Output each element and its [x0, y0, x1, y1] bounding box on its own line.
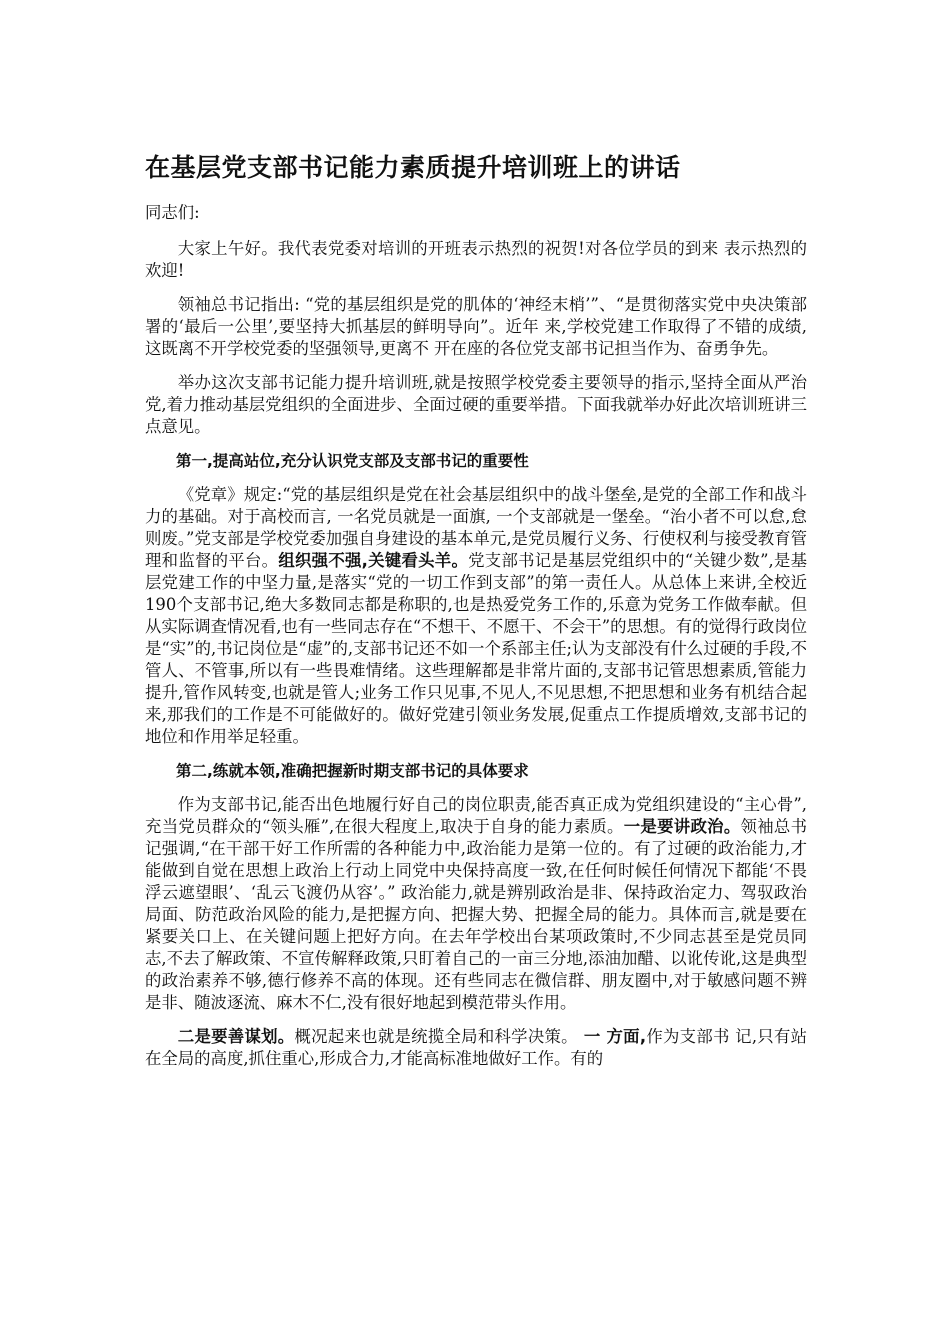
paragraph-5-bold: 一是要讲政治。	[623, 817, 741, 836]
paragraph-6-text-a: 概况起来也就是统揽全局和科学决策。	[294, 1027, 578, 1046]
paragraph-5-text-a: 作为支部书记,能否出色地履行好自己的岗位职责,能否真正成为党组织建设的“主心骨”,充当党员群众的“领头雁”,在很大程度上,取决于自身的能力素质。	[145, 795, 807, 836]
paragraph-6-bold: 二是要善谋划。	[177, 1027, 295, 1046]
paragraph-6-bold-2: 一 方面,	[577, 1027, 647, 1046]
paragraph-4-text-a: 《党章》规定:“党的基层组织是党在社会基层组织中的战斗堡垒,是党的全部工作和战斗力的基础。对于高校而言, 一名党员就是一面旗, 一个支部就是一堡垒。“治小者不可以怠,怠则废。”党支部是学校党委加强自身建设的基本单元,是党员履行义务、行使权利与接受教育管理和监督的平台。	[145, 485, 807, 570]
document-title: 在基层党支部书记能力素质提升培训班上的讲话	[145, 153, 681, 182]
paragraph-4	[145, 484, 807, 748]
paragraph-5-text-b: 领袖总书记强调,“在干部干好工作所需的各种能力中,政治能力是第一位的。有了过硬的政治能力,才能做到自觉在思想上政治上行动上同党中央保持高度一致,在任何时候任何情况下都能‘不畏浮云遮望眼’、‘乱云飞渡仍从容’。” 政治能力,就是辨别政治是非、保持政治定力、驾驭政治局面、防范政治风险的能力,是把握方向、把握大势、把握全局的能力。具体而言,就是要在紧要关口上、在关键问题上把好方向。在去年学校出台某项政策时,不少同志甚至是党员同志,不去了解政策、不宣传解释政策,只盯着自己的一亩三分地,添油加醋、以讹传讹,这是典型的政治素养不够,德行修养不高的体现。还有些同志在微信群、朋友圈中,对于敏感问题不辨是非、随波逐流、麻木不仁,没有很好地起到模范带头作用。	[145, 817, 808, 1012]
paragraph-6-text-b: 作为支部书 记,只有站在全局的高度,抓住重心,形成合力,才能高标准地做好工作。有的	[145, 1027, 808, 1068]
paragraph-1: 大家上午好。我代表党委对培训的开班表示热烈的祝贺!对各位学员的到来 表示热烈的欢迎!	[145, 239, 807, 280]
paragraph-5	[145, 794, 807, 1014]
paragraph-3: 举办这次支部书记能力提升培训班,就是按照学校党委主要领导的指示,坚持全面从严治党,着力推动基层党组织的全面进步、全面过硬的重要举措。下面我就举办好此次培训班讲三点意见。	[145, 373, 807, 436]
document-page	[145, 148, 807, 1082]
greeting: 同志们:	[145, 203, 200, 222]
paragraph-2: 领袖总书记指出: “党的基层组织是党的肌体的‘神经末梢’”、“是贯彻落实党中央决策部署的‘最后一公里’,要坚持大抓基层的鲜明导向”。近年 来,学校党建工作取得了不错的成绩,这既离不开学校党委的坚强领导,更离不 开在座的各位党支部书记担当作为、奋勇争先。	[145, 295, 807, 358]
paragraph-4-text-b: 党支部书记是基层党组织中的“关键少数”,是基层党建工作的中坚力量,是落实“党的一切工作到支部”的第一责任人。从总体上来讲,全校近190个支部书记,绝大多数同志都是称职的,也是热爱党务工作的,乐意为党务工作做奉献。但从实际调查情况看,也有一些同志存在“不想干、不愿干、不会干”的思想。有的觉得行政岗位是“实”的,书记岗位是“虚”的,支部书记还不如一个系部主任;认为支部没有什么过硬的手段,不管人、不管事,所以有一些畏难情绪。这些理解都是非常片面的,支部书记管思想素质,管能力提升,管作风转变,也就是管人;业务工作只见事,不见人,不见思想,不把思想和业务有机结合起来,那我们的工作是不可能做好的。做好党建引领业务发展,促重点工作提质增效,支部书记的地位和作用举足轻重。	[145, 551, 808, 746]
paragraph-4-bold: 组织强不强,关键看头羊。	[278, 551, 469, 570]
paragraph-6	[145, 1026, 807, 1070]
section-heading-2: 第二,练就本领,准确把握新时期支部书记的具体要求	[176, 762, 529, 780]
section-heading-1: 第一,提高站位,充分认识党支部及支部书记的重要性	[176, 452, 529, 470]
